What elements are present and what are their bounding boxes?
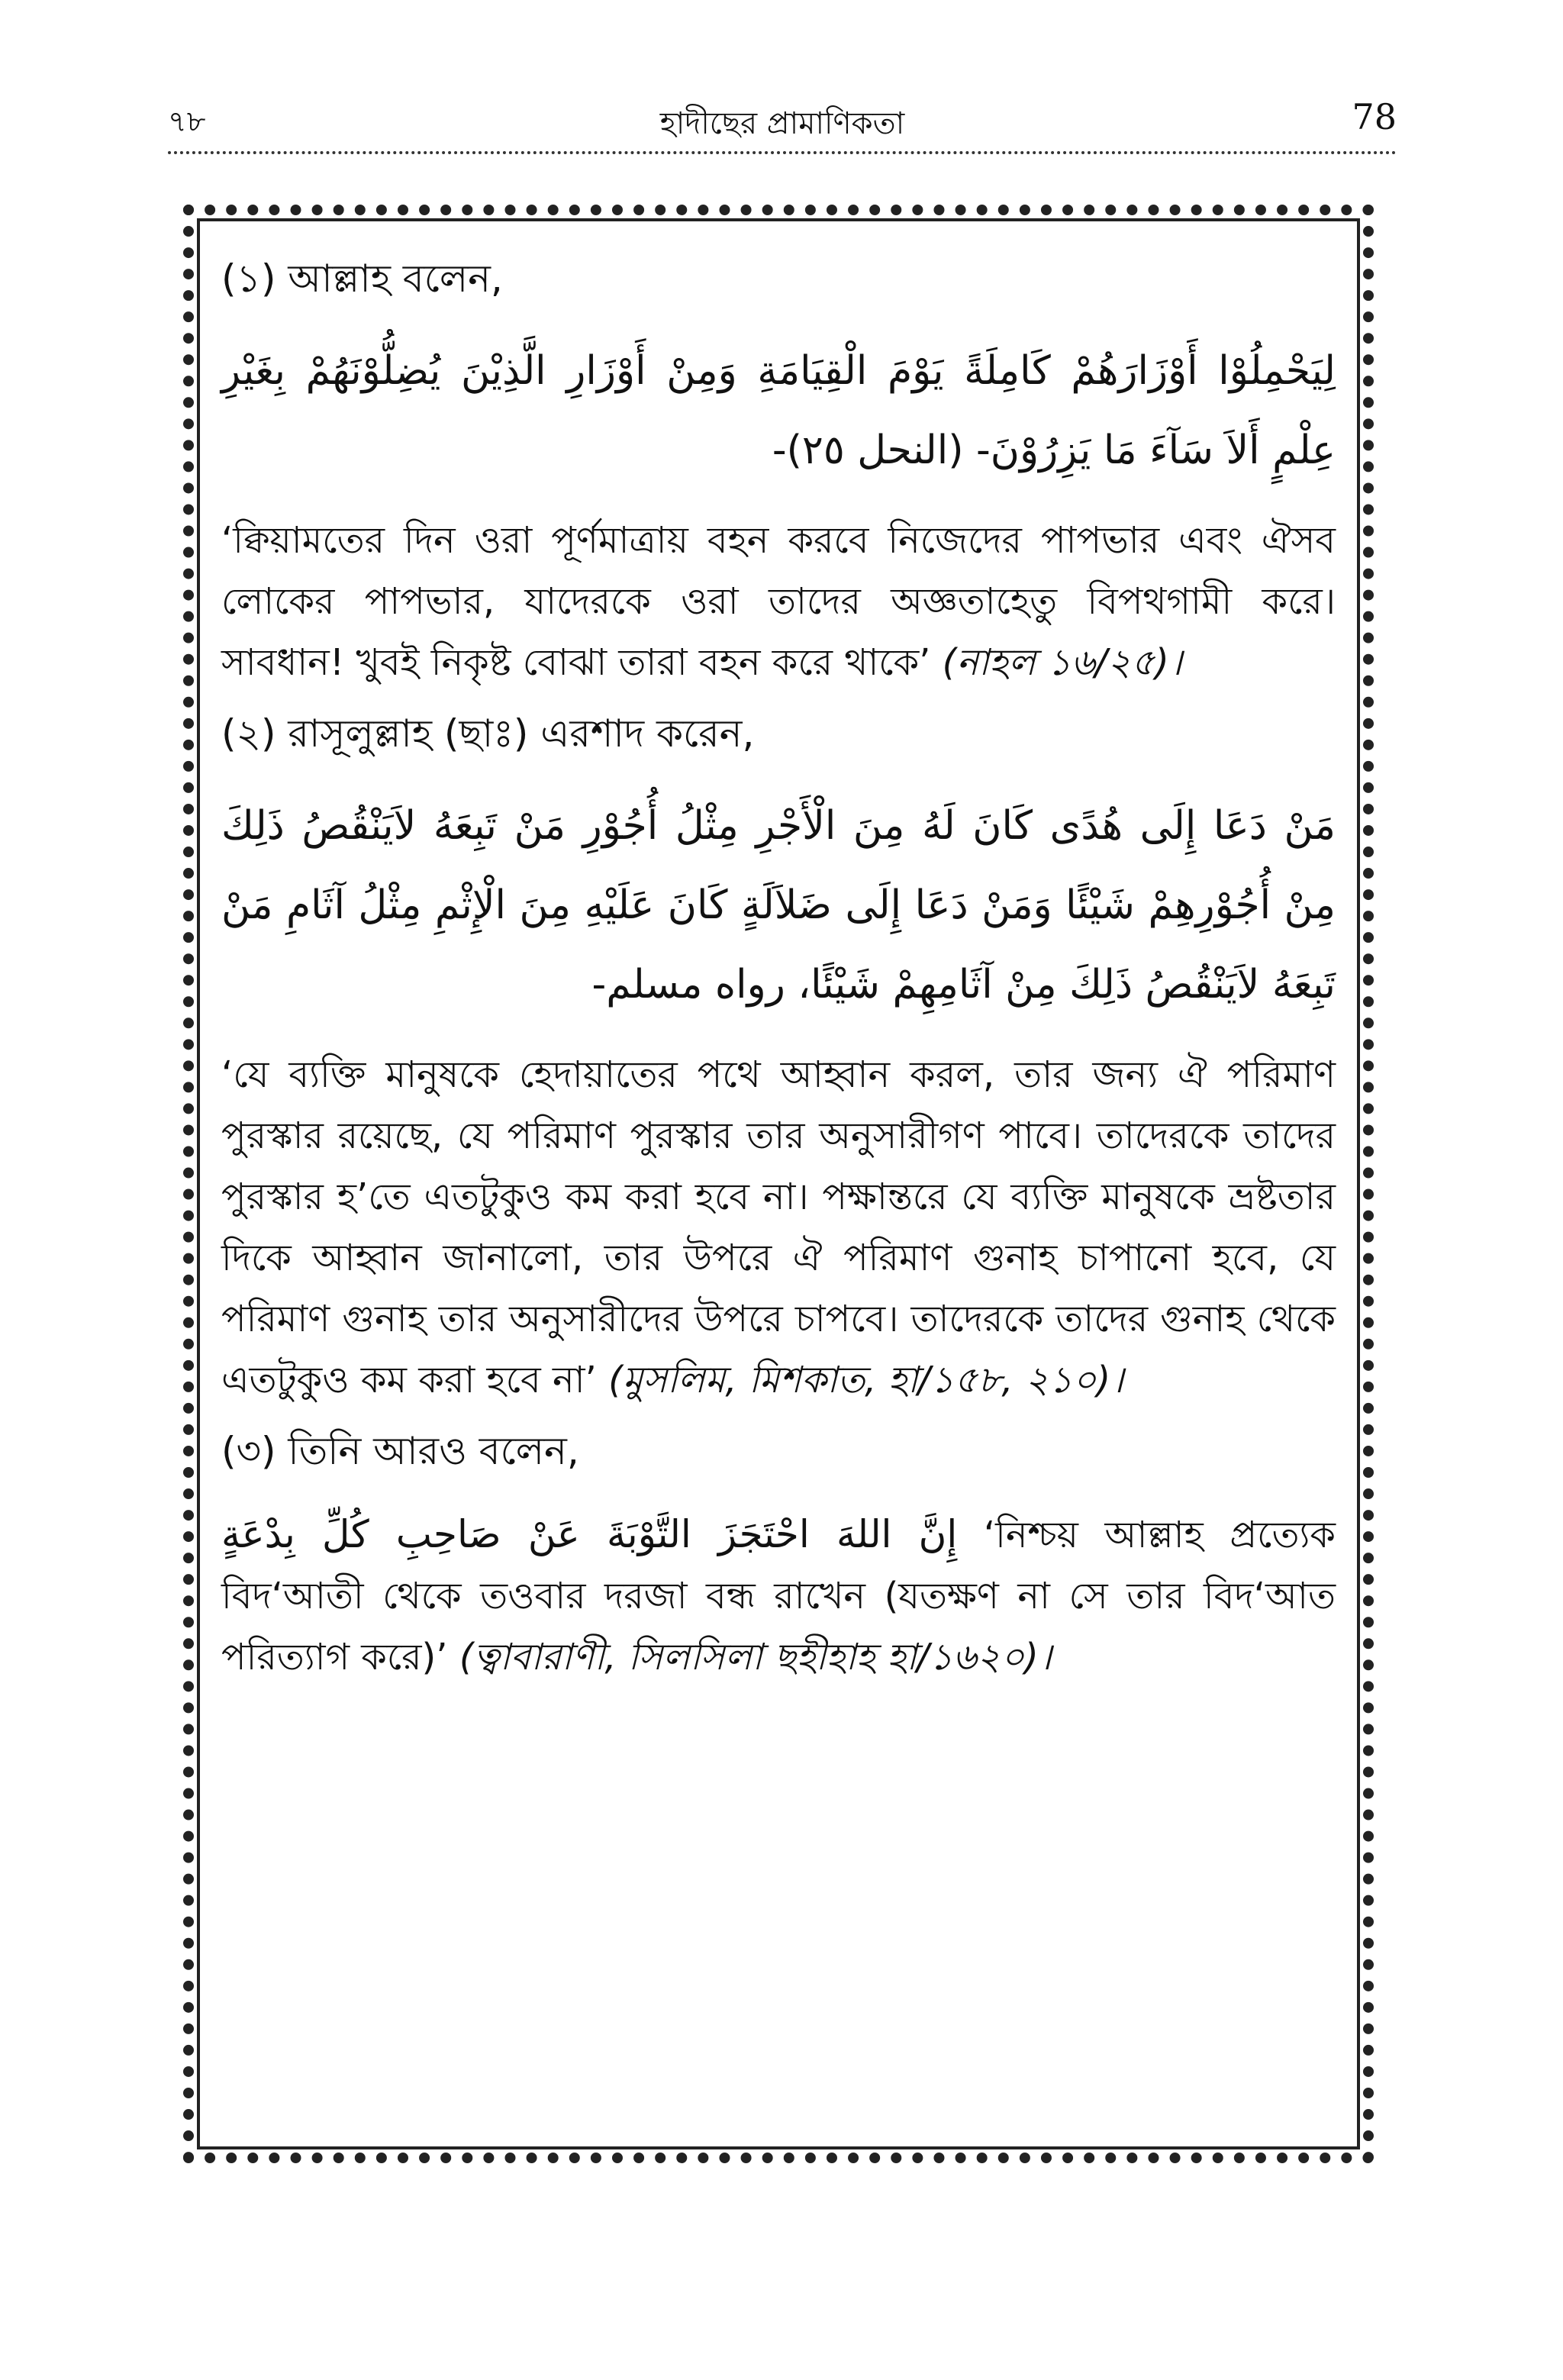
section-1 <box>221 252 1336 693</box>
page-header <box>168 92 1397 160</box>
page-body <box>221 252 1336 1688</box>
translation-paragraph <box>221 1044 1336 1411</box>
section-heading: (২) রাসূলুল্লাহ (ছাঃ) এরশাদ করেন, <box>221 711 755 756</box>
citation: (ত্বাবারাণী, সিলসিলা ছহীহাহ হা/১৬২০)। <box>459 1636 1052 1679</box>
section-2 <box>221 707 1336 1411</box>
arabic-quote: لِيَحْمِلُوْا أَوْزَارَهُمْ كَامِلَةً يَوْمَ الْقِيَامَةِ وَمِنْ أَوْزَارِ الَّذِيْنَ يُضِلُّوْنَهُمْ بِغَيْرِ عِلْمٍ أَلاَ سَآءَ مَا يَزِرُوْنَ- (النحل ٢٥)- <box>221 348 1336 473</box>
translation-paragraph <box>221 510 1336 693</box>
arabic-hadith: مَنْ دَعَا إِلَى هُدًى كَانَ لَهُ مِنَ الْأَجْرِ مِثْلُ أُجُوْرِ مَنْ تَبِعَهُ لاَيَنْقُصُ ذَلِكَ مِنْ أُجُوْرِهِمْ شَيْئًا وَمَنْ دَعَا إِلَى ضَلاَلَةٍ كَانَ عَلَيْهِ مِنَ الْإِثْمِ مِثْلُ آثَامِ مَنْ تَبِعَهُ لاَيَنْقُصُ ذَلِكَ مِنْ آثَامِهِمْ شَيْئًا، رواه مسلم- <box>221 803 1336 1008</box>
section-3 <box>221 1424 1336 1688</box>
translation-text: ‘নিশ্চয় আল্লাহ প্রত্যেক বিদ‘আতী থেকে তওবার দরজা বন্ধ রাখেন (যতক্ষণ না সে তার বিদ‘আত পরিত্যাগ করে)’ <box>221 1514 1336 1679</box>
running-title: হাদীছের প্রামাণিকতা <box>659 106 905 141</box>
translation-paragraph <box>221 1504 1336 1688</box>
page-number-bengali: ৭৮ <box>168 105 206 138</box>
header-divider <box>168 151 1397 154</box>
citation: (মুসলিম, মিশকাত, হা/১৫৮, ২১০)। <box>608 1359 1124 1401</box>
translation-text: ‘যে ব্যক্তি মানুষকে হেদায়াতের পথে আহ্বান করল, তার জন্য ঐ পরিমাণ পুরস্কার রয়েছে, যে পরিমাণ পুরস্কার তার অনুসারীগণ পাবে। তাদেরকে তাদের পুরস্কার হ’তে এতটুকুও কম করা হবে না। পক্ষান্তরে যে ব্যক্তি মানুষকে ভ্রষ্টতার দিকে আহ্বান জানালো, তার উপরে ঐ পরিমাণ গুনাহ চাপানো হবে, যে পরিমাণ গুনাহ তার অনুসারীদের উপরে চাপবে। তাদেরকে তাদের গুনাহ থেকে এতটুকুও কম করা হবে না’ <box>221 1053 1336 1401</box>
section-heading: (৩) তিনি আরও বলেন, <box>221 1429 579 1473</box>
citation: (নাহল ১৬/২৫)। <box>942 641 1182 684</box>
section-heading: (১) আল্লাহ বলেন, <box>221 256 503 301</box>
arabic-hadith: إِنَّ اللهَ احْتَجَزَ التَّوْبَةَ عَنْ صَاحِبِ كُلِّ بِدْعَةٍ <box>221 1512 958 1556</box>
page-number: 78 <box>1352 96 1397 137</box>
translation-text: ‘ক্বিয়ামতের দিন ওরা পূর্ণমাত্রায় বহন করবে নিজেদের পাপভার এবং ঐসব লোকের পাপভার, যাদেরকে ওরা তাদের অজ্ঞতাহেতু বিপথগামী করে। সাবধান! খুবই নিকৃষ্ট বোঝা তারা বহন করে থাকে’ <box>221 519 1336 684</box>
